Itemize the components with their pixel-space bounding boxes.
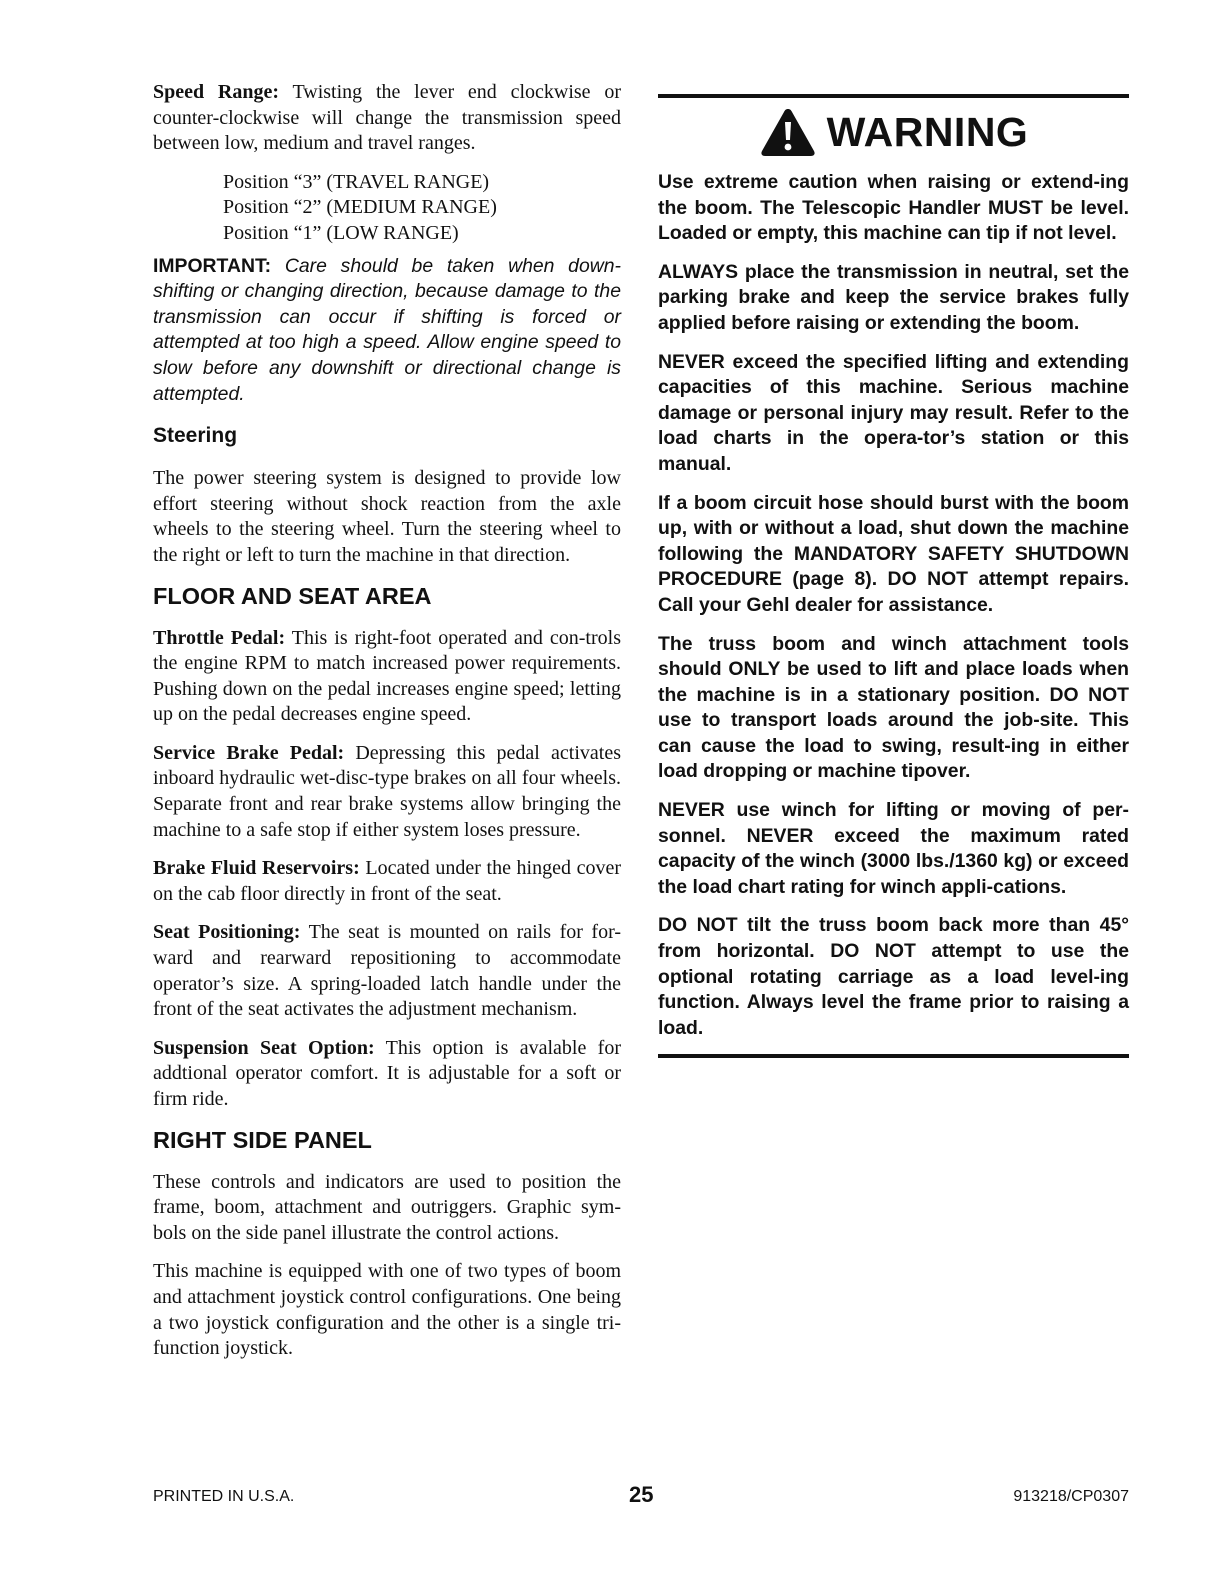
throttle-text: This is right-foot operated and con-trols the engine RPM to match increased power requirements. Pushing down on the pedal increases engine speed; letting up on the pedal decreases engine speed.: [153, 626, 621, 726]
position-medium: Position “2” (MEDIUM RANGE): [223, 196, 497, 219]
seat-positioning-label: Seat Positioning:: [153, 921, 301, 944]
warning-title: WARNING: [826, 108, 1029, 155]
service-brake-text: Depressing this pedal activates inboard hydraulic wet-disc-type brakes on all four wheels. Separate front and rear brake systems allow bringing the machine to a safe stop if either system loses pressure.: [153, 741, 621, 841]
warning-header: [658, 100, 1129, 164]
warning-paragraph-5: The truss boom and winch attachment tools should ONLY be used to lift and place loads when the machine is in a stationary position. DO NOT use to transport loads around the job-site. This can cause the load to swing, result-ing in either load dropping or machine tipover.: [658, 632, 1129, 783]
important-note: [153, 254, 621, 408]
warning-top-rule: [658, 94, 1129, 98]
speed-range-text: Twisting the lever end clockwise or counter-clockwise will change the transmission speed between low, medium and travel ranges.: [153, 81, 621, 155]
brake-fluid-paragraph: [153, 856, 621, 907]
position-list: [223, 170, 621, 247]
steering-heading: Steering: [153, 424, 238, 448]
warning-paragraph-2: ALWAYS place the transmission in neutral, set the parking brake and keep the service brakes fully applied before raising or extending the boom.: [658, 260, 1129, 334]
brake-fluid-text: Located under the hinged cover on the cab floor directly in front of the seat.: [153, 857, 621, 905]
position-low: Position “1” (LOW RANGE): [223, 221, 459, 244]
right-panel-paragraph-2: This machine is equipped with one of two types of boom and attachment joystick control configurations. One being a two joystick configuration and the other is a single tri-function joystick.: [153, 1260, 621, 1360]
suspension-seat-label: Suspension Seat Option:: [153, 1036, 375, 1059]
throttle-label: Throttle Pedal:: [153, 626, 286, 649]
important-label: IMPORTANT:: [153, 254, 272, 277]
warning-bottom-rule: [658, 1054, 1129, 1058]
steering-paragraph: The power steering system is designed to provide low effort steering without shock reaction from the axle wheels to the steering wheel. Turn the steering wheel to the right or left to turn the machine in that direction.: [153, 467, 621, 566]
warning-paragraph-1: Use extreme caution when raising or extend-ing the boom. The Telescopic Handler MUST be level. Loaded or empty, this machine can tip if not level.: [658, 171, 1129, 245]
service-brake-label: Service Brake Pedal:: [153, 741, 345, 764]
page-number: 25: [629, 1482, 654, 1507]
seat-positioning-text: The seat is mounted on rails for for-ward and rearward repositioning to accommodate operator’s size. A spring-loaded latch handle under the front of the seat activates the adjustment mechanism.: [153, 921, 621, 1021]
right-panel-paragraph-1: These controls and indicators are used to position the frame, boom, attachment and outriggers. Graphic sym-bols on the side panel illustrate the control actions.: [153, 1170, 621, 1244]
suspension-seat-paragraph: [153, 1036, 621, 1113]
throttle-paragraph: [153, 626, 621, 728]
warning-paragraph-3: NEVER exceed the specified lifting and extending capacities of this machine. Serious machine damage or personal injury may result. Refer to the load charts in the opera-tor’s station or this manual.: [658, 350, 1129, 475]
document-number: 913218/CP0307: [1013, 1488, 1129, 1505]
brake-fluid-label: Brake Fluid Reservoirs:: [153, 857, 360, 880]
warning-paragraph-4: If a boom circuit hose should burst with the boom up, with or without a load, shut down the machine following the MANDATORY SAFETY SHUTDOWN PROCEDURE (page 8). DO NOT attempt repairs. Call your Gehl dealer for assistance.: [658, 491, 1129, 616]
seat-positioning-paragraph: [153, 920, 621, 1022]
speed-range-label: Speed Range:: [153, 81, 280, 103]
warning-box: [658, 94, 1129, 1058]
left-column: [153, 80, 621, 1375]
service-brake-paragraph: [153, 741, 621, 843]
page-footer: [153, 1482, 1129, 1512]
speed-range-paragraph: [153, 80, 621, 157]
suspension-seat-text: This option is avalable for addtional operator comfort. It is adjustable for a soft or firm ride.: [153, 1036, 621, 1110]
warning-paragraph-6: NEVER use winch for lifting or moving of per-sonnel. NEVER exceed the maximum rated capacity of the winch (3000 lbs./1360 kg) or exceed the load chart rating for winch appli-cations.: [658, 799, 1129, 898]
warning-paragraph-7: DO NOT tilt the truss boom back more than 45° from horizontal. DO NOT attempt to use the optional rotating carriage as a load level-ing function. Always level the frame prior to raising a load.: [658, 914, 1129, 1039]
warning-triangle-icon: [759, 106, 817, 158]
footer-printed: PRINTED IN U.S.A.: [153, 1488, 295, 1505]
right-side-panel-heading: RIGHT SIDE PANEL: [153, 1126, 372, 1153]
floor-seat-heading: FLOOR AND SEAT AREA: [153, 582, 432, 609]
important-text: Care should be taken when down-shifting or changing direction, because damage to the transmission can occur if shifting is forced or attempted at too high a speed. Allow engine speed to slow before any downshift or directional change is attempted.: [153, 254, 621, 405]
position-travel: Position “3” (TRAVEL RANGE): [223, 170, 490, 193]
